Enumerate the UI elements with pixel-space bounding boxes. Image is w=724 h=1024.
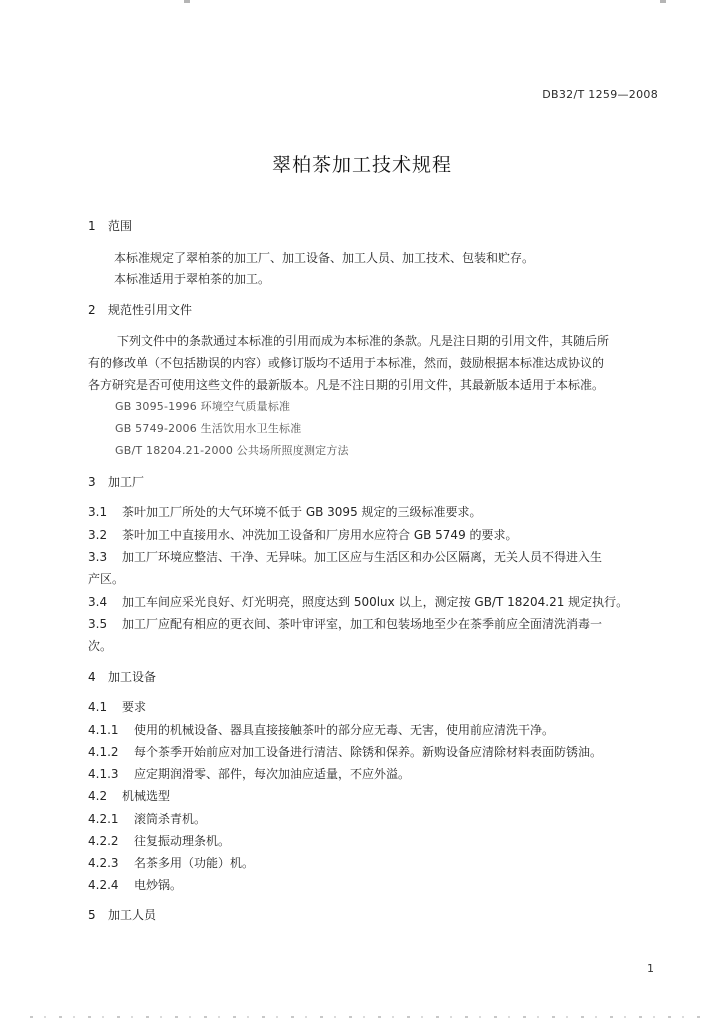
clause-3-2	[88, 526, 518, 543]
clause-text: 加工厂环境应整洁、干净、无异味。加工区应与生活区和办公区隔离，无关人员不得进入生	[122, 550, 603, 564]
clause-3-3	[88, 548, 602, 565]
clause-4-1-2	[88, 743, 602, 760]
page-number: 1	[647, 962, 654, 975]
clause-4-1-1	[88, 721, 554, 738]
subsection-title: 机械选型	[122, 789, 171, 803]
paragraph-line: 本标准适用于翠柏茶的加工。	[114, 272, 271, 286]
clause-text: 每个茶季开始前应对加工设备进行清洁、除锈和保养。新购设备应清除材料表面防锈油。	[134, 745, 603, 759]
clause-number: 4.2.4	[88, 878, 119, 892]
section-title: 范围	[108, 219, 133, 233]
paragraph-line: 各方研究是否可使用这些文件的最新版本。凡是不注日期的引用文件，其最新版本适用于本标准。	[88, 378, 605, 392]
clause-text: 应定期润滑零、部件，每次加油应适量，不应外溢。	[134, 767, 411, 781]
clause-number: 3.4	[88, 595, 108, 609]
section-title: 加工厂	[108, 475, 145, 489]
clause-text: 茶叶加工中直接用水、冲洗加工设备和厂房用水应符合 GB 5749 的要求。	[122, 528, 518, 542]
clause-3-4	[88, 593, 628, 610]
clause-number: 3.5	[88, 617, 108, 631]
paragraph-line: 下列文件中的条款通过本标准的引用而成为本标准的条款。凡是注日期的引用文件，其随后所	[117, 334, 610, 348]
clause-number: 4.1.2	[88, 745, 119, 759]
section-number: 5	[88, 908, 96, 922]
clause-number: 4.1.1	[88, 723, 119, 737]
clause-continuation: 产区。	[88, 572, 125, 586]
clause-text: 电炒锅。	[134, 878, 183, 892]
scan-artifact	[30, 1016, 704, 1018]
clause-number: 3.3	[88, 550, 108, 564]
clause-3-5	[88, 615, 602, 632]
scan-mark	[660, 0, 666, 3]
clause-number: 4.1	[88, 700, 108, 714]
reference-item: GB 3095-1996 环境空气质量标准	[115, 400, 291, 413]
clause-text: 滚筒杀青机。	[134, 812, 207, 826]
section-number: 4	[88, 670, 96, 684]
clause-4-2-3	[88, 854, 254, 871]
clause-4-2-2	[88, 832, 230, 849]
clause-text: 茶叶加工厂所处的大气环境不低于 GB 3095 规定的三级标准要求。	[122, 505, 482, 519]
clause-3-1	[88, 503, 482, 520]
clause-text: 往复振动理条机。	[134, 834, 231, 848]
clause-text: 加工厂应配有相应的更衣间、茶叶审评室，加工和包装场地至少在茶季前应全面清洗消毒一	[122, 617, 603, 631]
clause-number: 4.2	[88, 789, 108, 803]
clause-number: 3.1	[88, 505, 108, 519]
section-title: 规范性引用文件	[108, 303, 193, 317]
section-3-heading	[88, 473, 144, 490]
clause-text: 使用的机械设备、器具直接接触茶叶的部分应无毒、无害，使用前应清洗干净。	[134, 723, 555, 737]
section-title: 加工设备	[108, 670, 157, 684]
clause-number: 4.2.3	[88, 856, 119, 870]
section-title: 加工人员	[108, 908, 157, 922]
section-number: 1	[88, 219, 96, 233]
section-4-heading	[88, 668, 156, 685]
section-number: 3	[88, 475, 96, 489]
scan-mark	[184, 0, 190, 3]
reference-item: GB/T 18204.21-2000 公共场所照度测定方法	[115, 444, 349, 457]
paragraph-line: 有的修改单（不包括勘误的内容）或修订版均不适用于本标准，然而，鼓励根据本标准达成协议的	[88, 356, 605, 370]
clause-text: 名茶多用（功能）机。	[134, 856, 255, 870]
section-2-heading	[88, 301, 192, 318]
clause-continuation: 次。	[88, 639, 113, 653]
subsection-4-1	[88, 698, 146, 715]
clause-number: 3.2	[88, 528, 108, 542]
subsection-4-2	[88, 787, 170, 804]
subsection-title: 要求	[122, 700, 147, 714]
reference-item: GB 5749-2006 生活饮用水卫生标准	[115, 422, 302, 435]
clause-text: 加工车间应采光良好、灯光明亮，照度达到 500lux 以上，测定按 GB/T 18204.21 规定执行。	[122, 595, 629, 609]
clause-4-1-3	[88, 765, 410, 782]
clause-number: 4.2.2	[88, 834, 119, 848]
section-5-heading	[88, 906, 156, 923]
clause-4-2-1	[88, 810, 206, 827]
paragraph-line: 本标准规定了翠柏茶的加工厂、加工设备、加工人员、加工技术、包装和贮存。	[114, 251, 535, 265]
page-title: 翠柏茶加工技术规程	[271, 154, 452, 176]
section-1-heading	[88, 217, 132, 234]
standard-code: DB32/T 1259—2008	[542, 88, 658, 101]
section-number: 2	[88, 303, 96, 317]
clause-number: 4.1.3	[88, 767, 119, 781]
clause-4-2-4	[88, 876, 182, 893]
clause-number: 4.2.1	[88, 812, 119, 826]
